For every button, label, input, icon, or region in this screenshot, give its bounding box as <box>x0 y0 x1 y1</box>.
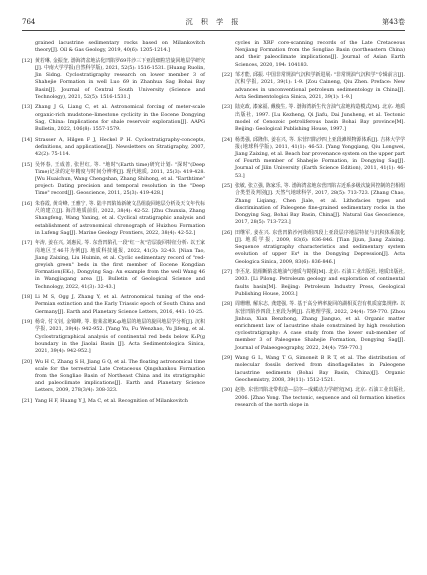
reference-number: [19] <box>22 319 33 326</box>
reference-entry <box>222 72 405 101</box>
reference-number: [22] <box>222 72 233 79</box>
volume-label: 第43卷 <box>382 18 405 26</box>
reference-text: 周珊珊, 解东志, 龚建强, 等. 基于高分辨率旋回的湖相页岩有机质富集规律: 以东营凹陷沙四段上亚段为例[J]. 古地理学报, 2022, 24(4): 759-770. [Zhou Jinhua, Xian Benzhong, Zhang Jianguo, et al. Organic matter enrichment law of lacustrine shale constrained by high resolution cyclostratigraphy: A case study from the lower sub-member of member 3 of Paleogene Shahejie Formation, Dongying Sag[J]. Journal of Palaeogeography, 2022, 24(4): 759-770.] <box>235 301 405 351</box>
reference-text: 年涛, 姜在兴, 刘惠民, 等. 东营凹陷孔一段"红一灰"岩层旋回特征分析: 以王家岗地区王46井为例[J]. 地质科技通报, 2022, 41(3): 32-43. [Nian Tao, Jiang Zaixing, Liu Huimin, et al. Cyclic sedimentary record of "red-greyish green" beds in the first member of Eocene Kongdian Formation(EK₁), Dongying Sag: An example from the well Wang 46 in Wangjiagang area [J]. Bulletin of Geological Science and Technology, 2022, 41(3): 32-43.] <box>35 240 205 290</box>
reference-entry <box>22 319 205 355</box>
reference-entry <box>222 183 405 226</box>
reference-entry <box>22 40 205 54</box>
reference-number: [26] <box>222 229 233 236</box>
reference-text: 吴怀春, 王成善, 张世红, 等. "地时"(Earth time)研究计划: "深时"(Deep Time)记录的定年精度与时间分辨率[J]. 现代地质, 2011, 25(3): 419-428. [Wu Huaichun, Wang Chengshan, Zhang Shihong, et al. "Earthtime" project: Dating precision and temporal resolution in the "Deep Time" record[J]. Geoscience, 2011, 25(3): 419-428.] <box>35 161 205 197</box>
reference-text: 李丕龙. 陆相断陷盆地油气地质与勘探[M]. 北京: 石油工业出版社, 地质出版社, 2003. [Li Pilong. Petroleum geology and exploration of continental faults basin[M]. Beijing: Petroleum Industry Press, Geological Publishing House, 2003.] <box>235 269 405 297</box>
reference-number: [20] <box>22 358 33 365</box>
reference-entry <box>22 359 205 395</box>
reference-entry <box>222 269 405 298</box>
reference-entry <box>222 104 405 133</box>
reference-entry <box>222 355 405 384</box>
reference-text: 田继军, 姜在兴. 东营凹陷沙河街组四段上亚段层序地层特征与沉积体系演化[J]. 地质学报, 2009, 83(6): 836-846. [Tian Jijun, Jiang Zaixing. Sequence stratigraphy characteristics and sedimentary system evolution of upper Es⁴ in the Dongying Depression[J]. Acta Geologica Sinica, 2009, 83(6): 836-846.] <box>235 229 405 265</box>
page-number: 764 <box>22 18 36 26</box>
reference-number: [24] <box>222 136 233 143</box>
reference-text: Wu H C, Zhang S H, Jiang G Q, et al. The floating astronomical time scale for the terrestrial Late Cretaceous Qingshankou Formation from the Songliao Basin of Northeast China and its stratigraphic and paleoclimate implications[J]. Earth and Planetary Science Letters, 2009, 278(3/4): 308-323. <box>35 358 205 394</box>
page-header <box>22 16 405 31</box>
reference-text: 黄若琳, 金振奎, 渤海湾盆地沾化凹陷罗69井沙三下亚段细粒岩旋回地层学研究[J]. 中南大学学报(自然科学版), 2021, 52(5): 1516-1531. [Huang Ruolin, Jin Sidng. Cyclostratigraphy research on lower member 3 of Shahejie Formation in well Luo 69 in Zhanhua Sag Bohai Bay Basin[J]. Journal of Central South University (Science and Technology), 2021, 52(5): 1516-1531.] <box>35 57 205 100</box>
reference-number: [30] <box>222 387 233 394</box>
reference-entry <box>222 137 405 180</box>
reference-number: [18] <box>22 294 33 301</box>
reference-entry <box>22 294 205 316</box>
reference-text: Strasser A, Hilgen F J, Heckel P H. Cyclostratigraphy-concepts, definitions, and applications[J]. Newsletters on Stratigraphy, 2007, 42(2): 75-114. <box>35 136 205 158</box>
reference-number: [25] <box>222 183 233 190</box>
reference-text: 朱春霞, 黄奇峰, 王雅宁, 等. 陆丰凹陷始新统文昌组旋回地层分析及天文年代标尺的建立[J]. 海洋地质前沿, 2022, 38(4): 42-52. [Zhu Chunxia, Zhang Shangfeng, Wang Yaning, et al. Cyclical stratigraphic analysis and establishment of astronomical chronograph of Huizhou Formation in Lufeng Sag[J]. Marine Geology Frontiers, 2022, 38(4): 42-52.] <box>35 201 205 236</box>
reference-text: 陆克政, 漆家福, 戴俊生, 等. 渤海湾新生代含油气盆地构造模式[M]. 北京: 地质出版社, 1997. [Lu Kezheng, Qi Jiafu, Dai Junsheng, et al. Tectonic model of Cenozoic petroliferous basin Bohai Bay province[M]. Beijing: Geological Publishing House, 1997.] <box>235 104 405 133</box>
reference-column-right <box>222 40 405 412</box>
reference-text: 邹才能, 邱振. 中国非常规油气沉积学新进展: "非常规油气沉积学"专辑前言[J]. 沉积学报, 2021, 39(1): 1-9. [Zou Caineng, Qiu Zhen. Preface: New advances in unconventional petroleum sedimentology in China[J]. Acta Sedimentologica Sinica, 2021, 39(1): 1-9.] <box>235 72 405 100</box>
reference-entry <box>22 240 205 290</box>
reference-entry <box>22 398 205 405</box>
reference-number: [15] <box>22 161 33 168</box>
reference-entry <box>222 40 405 69</box>
reference-number: [21] <box>22 398 33 405</box>
reference-entry <box>222 301 405 351</box>
reference-number: [14] <box>22 136 33 143</box>
reference-text: 杨奇, 付文钊, 金锦峰, 等. 胶莱盆地K₁p地层的地层的旋回地层学分析[J]. 沉积学报, 2021, 39(4): 942-952. [Yang Yu, Fu Wenzhao, Yu Jifeng, et al. Cyclostratigraphical analysis of continental red beds below K₁P(g boundary in the Jiaolai Basin [J]. Acta Sedimentologica Sinica, 2021, 39(4): 942-952.] <box>35 319 205 355</box>
reference-text: 赵艳. 东营凹陷北带构造—层序—成藏动力学研究[M]. 北京: 石油工业出版社, 2006. [Zhao Yong. The tectonic, sequence and oil formation kinetics research of the north slope in <box>235 387 405 408</box>
reference-entry <box>22 137 205 159</box>
reference-number: [23] <box>222 104 233 111</box>
reference-text: Yang H F, Huang Y J, Ma C, et al. Recognition of Milankovitch <box>35 398 188 405</box>
reference-number: [28] <box>222 301 233 308</box>
reference-text: 张敏, 张立强, 陈家乐, 等. 渤海湾盆地东营凹陷古近系多级次旋回控制的岩相组合类型及判别[J]. 天然气地球科学, 2017, 28(5): 713-723. [Zhang Chao, Zhang Liqiang, Chen Jiale, et al. Lithofacies types and discrimination of Paleogene fine-grained sedimentary rocks in the Dongying Sag, Bohai Bay Basin, China[J]. Natural Gas Geoscience, 2017, 28(5): 713-723.] <box>235 183 405 226</box>
reference-text: grained lacustrine sedimentary rocks based on Milankovitch theory[J]. Oil & Gas Geology, 2019, 40(6): 1205-1214.] <box>35 40 205 54</box>
reference-text: Zhang J G, Liang C, et al. Astronomical forcing of meter-scale organic-rich mudstone–limestone cyclicity in the Eocene Dongying Sag, China: Implications for shale reservoir exploration[J]. AAPG Bulletin, 2022, 106(8): 1557-1579. <box>35 104 205 133</box>
journal-title: 沉 积 学 报 <box>185 18 242 26</box>
reference-entry <box>22 104 205 133</box>
reference-text: Wang G L, Wang T G, Simoneit B R T, et al. The distribution of molecular fossils derived from dinoflagellates in Paleogene lacustrine sediments (Bohai Bay Basin, China)[J]. Organic Geochemistry, 2008, 39(11): 1512-1521. <box>235 355 405 383</box>
reference-entry <box>22 58 205 101</box>
reference-number: [13] <box>22 104 33 111</box>
reference-text: Li M S, Ogg J, Zhang Y, et al. Astronomical tuning of the end-Permian extinction and the Early Triassic epoch of South China and Germany[J]. Earth and Planetary Science Letters, 2016, 441: 10-25. <box>35 294 205 315</box>
reference-number: [16] <box>22 201 33 208</box>
reference-text: 杨勇强, 邱隆伟, 姜在兴, 等. 东营凹陷沙四上亚段滩坝物源体系[J]. 吉林大学学报(地球科学版), 2011, 41(1): 46-53. [Yang Yongqiang, Qiu Longwei, Jiang Zaixing, et al. Beach bar provenance system on the upper part of Fourth member of Shahejie Formation, in Dongying Sag[J]. Journal of Jilin University (Earth Science Edition), 2011, 41(1): 46-53.] <box>235 136 405 179</box>
reference-entry <box>222 387 405 409</box>
reference-column-left <box>22 40 205 409</box>
reference-number: [29] <box>222 355 233 362</box>
reference-text: cycles in XRF core-scanning records of the Late Cretaceous Nenjiang Formation from the Songliao Basin (northeastern China) and their paleoclimate implications[J]. Journal of Asian Earth Sciences, 2020, 194: 104183. <box>235 40 405 68</box>
reference-number: [27] <box>222 269 233 276</box>
reference-number: [12] <box>22 57 33 64</box>
reference-entry <box>22 201 205 237</box>
reference-number: [17] <box>22 240 33 247</box>
reference-entry <box>22 162 205 198</box>
reference-entry <box>222 230 405 266</box>
